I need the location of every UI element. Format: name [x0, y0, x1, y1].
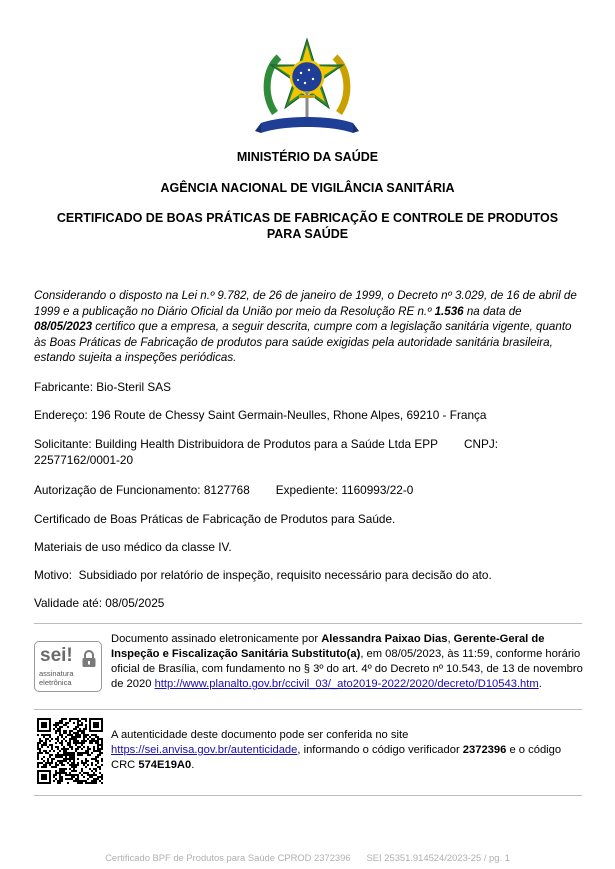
solicitante-text: Solicitante: Building Health Distribuidora de Produtos para a Saúde Ltda EPP — [34, 437, 438, 451]
fabricante-field: Fabricante: Bio-Steril SAS — [34, 380, 172, 394]
brazil-coat-of-arms-icon — [253, 35, 361, 145]
verification-pre: A autenticidade deste documento pode ser conferida no site — [111, 729, 409, 741]
endereco-field: Endereço: 196 Route de Chessy Saint Germain-Neulles, Rhone Alpes, 69210 - França — [34, 408, 487, 422]
resolution-number: 1.536 — [434, 304, 464, 318]
divider — [34, 623, 582, 624]
materiais-field: Materiais de uso médico da classe IV. — [34, 540, 232, 554]
sei-badge-line2: eletrônica — [39, 678, 72, 687]
verification-paragraph — [111, 728, 585, 773]
verifier-code: 2372396 — [462, 744, 507, 756]
autorizacao-field — [34, 483, 584, 499]
signature-paragraph — [111, 632, 585, 692]
expediente-text: Expediente: 1160993/22-0 — [275, 483, 414, 497]
signature-end: . — [538, 678, 542, 690]
crc-code: 574E19A0 — [138, 759, 192, 771]
sei-logo-text: sei! — [40, 645, 73, 666]
motivo-field — [34, 568, 584, 584]
signer-role: Gerente-Geral de Inspeção e Fiscalização Sanitária Substituto(a) — [111, 633, 545, 660]
resolution-date: 08/05/2023 — [34, 320, 93, 333]
verification-end: . — [191, 759, 195, 771]
qr-code-icon — [37, 718, 103, 784]
validade-field: Validade até: 08/05/2025 — [34, 596, 165, 610]
sei-signature-badge — [34, 641, 102, 692]
motivo-text: Subsidiado por relatório de inspeção, requisito necessário para decisão do ato. — [78, 568, 492, 582]
page-footer — [0, 852, 615, 863]
autorizacao-text: Autorização de Funcionamento: 8127768 — [34, 483, 250, 497]
certificate-title-line2: PARA SAÚDE — [266, 227, 349, 241]
footer-right: SEI 25351.914524/2023-25 / pg. 1 — [366, 852, 510, 863]
lock-icon — [81, 650, 97, 668]
certificate-title — [30, 210, 585, 242]
intro-paragraph — [34, 288, 582, 366]
sei-badge-line1: assinatura — [39, 669, 74, 678]
cnpj-label: CNPJ: — [463, 437, 499, 451]
intro-text-3: certifico que a empresa, a seguir descrita, cumpre com a legislação sanitária vigente, quanto às Boas Práticas de Fabricação de produtos para saúde exigidas pela autoridade sanitária brasileira, estando sujeita a inspeções periódicas. — [34, 320, 572, 364]
footer-left: Certificado BPF de Produtos para Saúde CPROD 2372396 — [105, 852, 351, 863]
certificate-title-line1: CERTIFICADO DE BOAS PRÁTICAS DE FABRICAÇÃO E CONTROLE DE PRODUTOS — [56, 211, 559, 225]
agency-heading: AGÊNCIA NACIONAL DE VIGILÂNCIA SANITÁRIA — [160, 181, 455, 195]
signature-sep: , — [447, 633, 454, 645]
intro-text-1: Considerando o disposto na Lei n.º 9.782, de 26 de janeiro de 1999, o Decreto nº 3.029, de 16 de abril de 1999 e a publicação no Diário Oficial da União por meio da Resolução RE n.º — [34, 289, 577, 318]
signature-post: , em 08/05/2023, às 11:59, conforme horário oficial de Brasília, com fundamento no § 3º do art. 4º do Decreto nº 10.543, de 13 de novembro de 2020 — [111, 648, 583, 690]
verification-mid2: e o código CRC — [111, 744, 562, 771]
decree-link[interactable]: http://www.planalto.gov.br/ccivil_03/_ato2019-2022/2020/decreto/D10543.htm — [154, 678, 539, 690]
verification-mid: , informando o código verificador — [297, 744, 463, 756]
cnpj-value: 22577162/0001-20 — [34, 452, 134, 467]
signature-pre: Documento assinado eletronicamente por — [111, 633, 322, 645]
signer-name: Alessandra Paixao Dias — [321, 633, 448, 645]
divider — [34, 709, 582, 710]
solicitante-field — [34, 437, 584, 468]
motivo-label: Motivo: — [34, 568, 73, 582]
certificado-field: Certificado de Boas Práticas de Fabricação de Produtos para Saúde. — [34, 512, 396, 526]
ministry-heading: MINISTÉRIO DA SAÚDE — [236, 150, 379, 164]
intro-text-2: na data de — [463, 304, 522, 318]
authenticity-link[interactable]: https://sei.anvisa.gov.br/autenticidade — [111, 744, 298, 756]
divider — [34, 795, 582, 796]
